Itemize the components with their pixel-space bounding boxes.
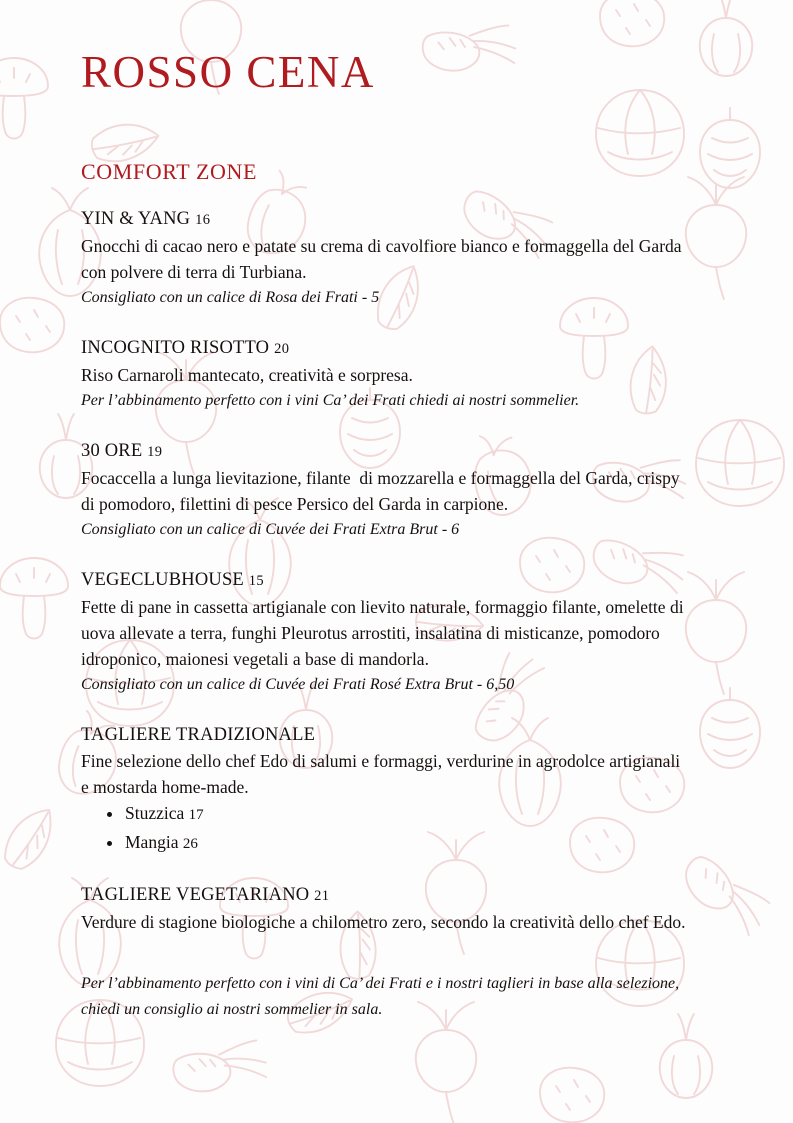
option-label: Mangia: [125, 831, 179, 852]
section-heading: COMFORT ZONE: [81, 158, 257, 184]
menu-item: [81, 311, 712, 414]
menu-item: [81, 543, 712, 698]
item-pairing-note: Per l’abbinamento perfetto con i vini Ca’ dei Frati chiedi ai nostri sommelier.: [81, 391, 580, 409]
item-name: TAGLIERE VEGETARIANO: [81, 884, 310, 905]
menu-item: [81, 698, 712, 858]
item-description: Verdure di stagione biologiche a chilometro zero, secondo la creatività dello chef Edo.: [81, 911, 686, 932]
item-price: 21: [314, 887, 330, 904]
item-pairing-note: Consigliato con un calice di Cuvée dei Frati Extra Brut - 6: [81, 520, 460, 538]
item-description: Gnocchi di cacao nero e patate su crema di cavolfiore bianco e formaggella del Garda con polvere di terra di Turbiana.: [81, 235, 686, 282]
option-label: Stuzzica: [125, 802, 185, 823]
footer-pairing-note: Per l’abbinamento perfetto con i vini di Ca’ dei Frati e i nostri taglieri in base alla selezione, chiedi un consiglio ai nostri sommelier in sala.: [81, 974, 680, 1018]
item-name-row: [81, 335, 712, 362]
item-name-row: [81, 722, 712, 748]
item-name: INCOGNITO RISOTTO: [81, 337, 270, 358]
list-item: [107, 829, 712, 858]
list-item: [107, 800, 712, 829]
item-name: VEGECLUBHOUSE: [81, 569, 244, 590]
item-description: Fine selezione dello chef Edo di salumi e formaggi, verdurine in agrodolce artigianali e mostarda home-made.: [81, 750, 685, 797]
item-description: Focaccella a lunga lievitazione, filante di mozzarella e formaggella del Garda, crispy di pomodoro, filettini di pesce Persico del Garda in carpione.: [81, 467, 684, 514]
item-price: 15: [248, 572, 265, 589]
item-price: 16: [195, 211, 211, 228]
item-option-list: [81, 800, 712, 858]
item-name-row: [81, 206, 712, 233]
option-price: 26: [182, 835, 198, 852]
item-name: YIN & YANG: [81, 208, 191, 229]
item-price: 19: [147, 443, 163, 460]
menu-item: [81, 184, 712, 311]
item-description: Fette di pane in cassetta artigianale con lievito naturale, formaggio filante, omelette di uova allevate a terra, funghi Pleurotus arrostiti, insalatina di misticanze, pomodoro idroponico, maionesi vegetali a base di mandorla.: [81, 596, 688, 669]
item-name: TAGLIERE TRADIZIONALE: [81, 724, 316, 745]
item-name-row: [81, 438, 712, 465]
item-name: 30 ORE: [81, 440, 143, 461]
page-title: ROSSO CENA: [81, 47, 375, 97]
menu-item-list: [81, 184, 712, 935]
option-price: 17: [188, 806, 204, 823]
menu-item: [81, 414, 712, 543]
item-description: Riso Carnaroli mantecato, creatività e sorpresa.: [81, 364, 413, 385]
item-pairing-note: Consigliato con un calice di Rosa dei Frati - 5: [81, 288, 380, 306]
item-name-row: [81, 882, 712, 909]
item-name-row: [81, 567, 712, 594]
item-pairing-note: Consigliato con un calice di Cuvée dei Frati Rosé Extra Brut - 6,50: [81, 675, 515, 693]
menu-item: [81, 858, 712, 935]
item-price: 20: [274, 340, 290, 357]
